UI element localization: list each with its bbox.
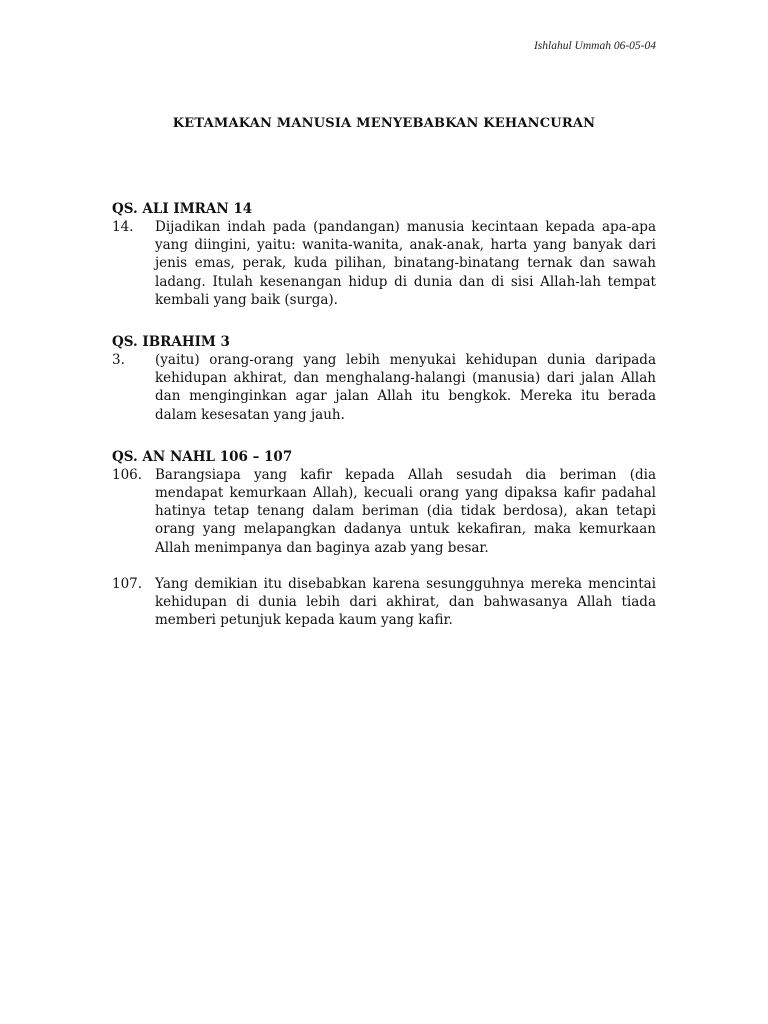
document-body [112, 200, 656, 629]
section-ali-imran [112, 200, 656, 309]
verse-text: Yang demikian itu disebabkan karena sesungguhnya mereka mencintai kehidupan di dunia lebih dari akhirat, dan bahwasanya Allah tiada memberi petunjuk kepada kaum yang kafir. [155, 575, 656, 629]
header-note: Ishlahul Ummah 06-05-04 [533, 40, 656, 52]
verse-item [112, 351, 656, 424]
verse-text: Dijadikan indah pada (pandangan) manusia kecintaan kepada apa-apa yang diingini, yaitu: wanita-wanita, anak-anak, harta yang banyak dari jenis emas, perak, kuda pilihan, binatang-binatang ternak dan sawah ladang. Itulah kesenangan hidup di dunia dan di sisi Allah-lah tempat kembali yang baik (surga). [155, 219, 656, 308]
section-heading: QS. IBRAHIM 3 [112, 334, 230, 351]
verse-number: 107. [112, 575, 143, 592]
section-ibrahim [112, 333, 656, 424]
section-heading: QS. ALI IMRAN 14 [112, 201, 253, 217]
verse-item [112, 575, 656, 630]
section-heading: QS. AN NAHL 106 – 107 [112, 448, 293, 465]
verse-text: (yaitu) orang-orang yang lebih menyukai kehidupan dunia daripada kehidupan akhirat, dan menghalang-halangi (manusia) dari jalan Allah dan menginginkan agar jalan Allah itu bengkok. Mereka itu berada dalam kesesatan yang jauh. [155, 352, 656, 423]
section-an-nahl [112, 448, 656, 630]
verse-number: 3. [112, 352, 125, 369]
verse-text: Barangsiapa yang kafir kepada Allah sesudah dia beriman (dia mendapat kemurkaan Allah), kecuali orang yang dipaksa kafir padahal hatinya tetap tenang dalam beriman (dia tidak berdosa), akan tetapi orang yang melapangkan dadanya untuk kekafiran, maka kemurkaan Allah menimpanya dan baginya azab yang besar. [155, 466, 656, 556]
document-title: KETAMAKAN MANUSIA MENYEBABKAN KEHANCURAN [172, 116, 596, 131]
verse-item [112, 218, 656, 309]
verse-number: 14. [112, 219, 134, 235]
verse-number: 106. [112, 466, 143, 483]
verse-item [112, 466, 656, 557]
